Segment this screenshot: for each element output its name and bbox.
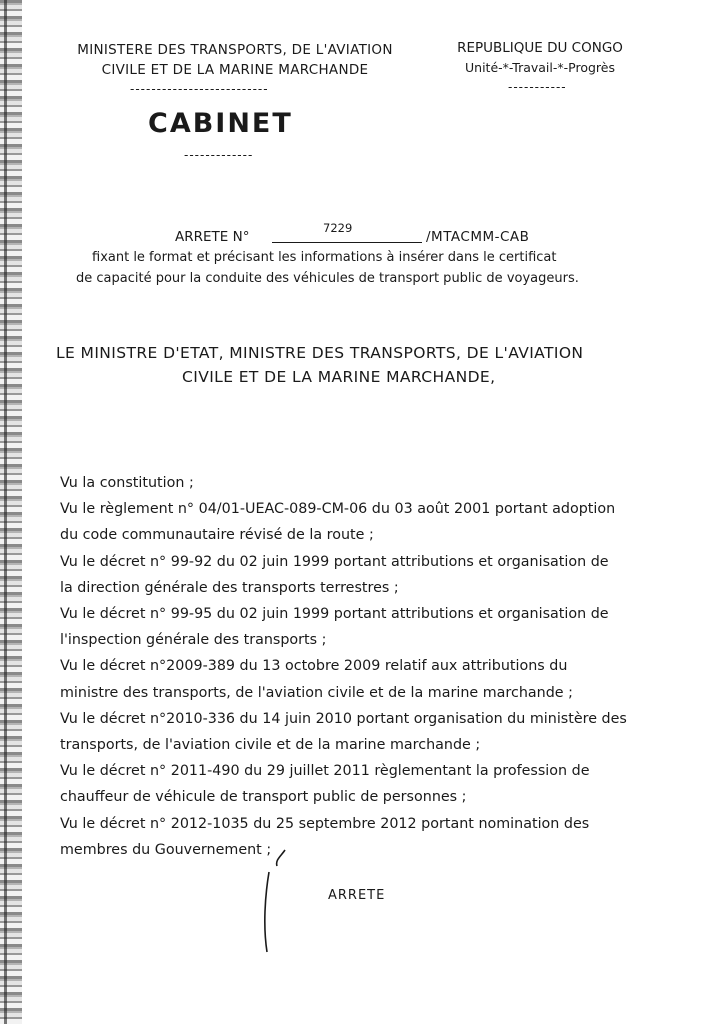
visa-line: transports, de l'aviation civile et de la marine marchande ; — [60, 737, 481, 754]
republic-separator: ----------- — [508, 80, 567, 94]
visa-line: la direction générale des transports terrestres ; — [60, 579, 399, 596]
visa-line: Vu le décret n°2009-389 du 13 octobre 2009 relatif aux attributions du — [60, 658, 568, 675]
visa-line: Vu le décret n° 2012-1035 du 25 septembre 2012 portant nomination des — [60, 815, 590, 832]
visa-line: l'inspection générale des transports ; — [60, 632, 327, 649]
minister-title-line-1: LE MINISTRE D'ETAT, MINISTRE DES TRANSPORTS, DE L'AVIATION — [56, 344, 584, 362]
national-motto: Unité-*-Travail-*-Progrès — [465, 60, 615, 75]
visa-line: Vu le règlement n° 04/01-UEAC-089-CM-06 du 03 août 2001 portant adoption — [60, 501, 616, 518]
cabinet-separator: ------------- — [184, 148, 254, 162]
arrete-number-label: ARRETE N° — [175, 229, 250, 245]
arrete-subject-line-2: de capacité pour la conduite des véhicules de transport public de voyageurs. — [76, 271, 579, 286]
arrete-subject-line-1: fixant le format et précisant les informations à insérer dans le certificat — [92, 250, 557, 265]
visa-line: membres du Gouvernement ; — [60, 841, 272, 858]
visa-line: ministre des transports, de l'aviation civile et de la marine marchande ; — [60, 684, 573, 701]
ministry-line-2: CIVILE ET DE LA MARINE MARCHANDE — [101, 62, 369, 78]
closing-arrete: ARRETE — [328, 888, 386, 903]
visa-line: du code communautaire révisé de la route ; — [60, 527, 374, 544]
arrete-number-underline — [272, 242, 422, 243]
visa-line: Vu la constitution ; — [60, 475, 194, 491]
arrete-number: 7229 — [323, 221, 353, 235]
visa-line: Vu le décret n° 99-95 du 02 juin 1999 portant attributions et organisation de — [60, 606, 609, 623]
visa-line: chauffeur de véhicule de transport public de personnes ; — [60, 789, 467, 806]
visa-line: Vu le décret n° 99-92 du 02 juin 1999 portant attributions et organisation de — [60, 553, 609, 570]
initial-mark — [255, 846, 295, 956]
ministry-line-1: MINISTERE DES TRANSPORTS, DE L'AVIATION — [77, 42, 393, 58]
visa-line: Vu le décret n°2010-336 du 14 juin 2010 portant organisation du ministère des — [60, 710, 627, 727]
ministry-heading — [40, 40, 430, 80]
ministry-separator: -------------------------- — [130, 82, 269, 96]
visa-line: Vu le décret n° 2011-490 du 29 juillet 2011 règlementant la profession de — [60, 763, 590, 780]
cabinet-title: CABINET — [148, 108, 293, 139]
minister-title-line-2: CIVILE ET DE LA MARINE MARCHANDE, — [182, 368, 496, 386]
arrete-reference-code: /MTACMM-CAB — [426, 229, 530, 245]
visas-list — [60, 470, 670, 863]
republic-name: REPUBLIQUE DU CONGO — [457, 40, 623, 56]
scan-binding-line — [4, 0, 7, 1024]
